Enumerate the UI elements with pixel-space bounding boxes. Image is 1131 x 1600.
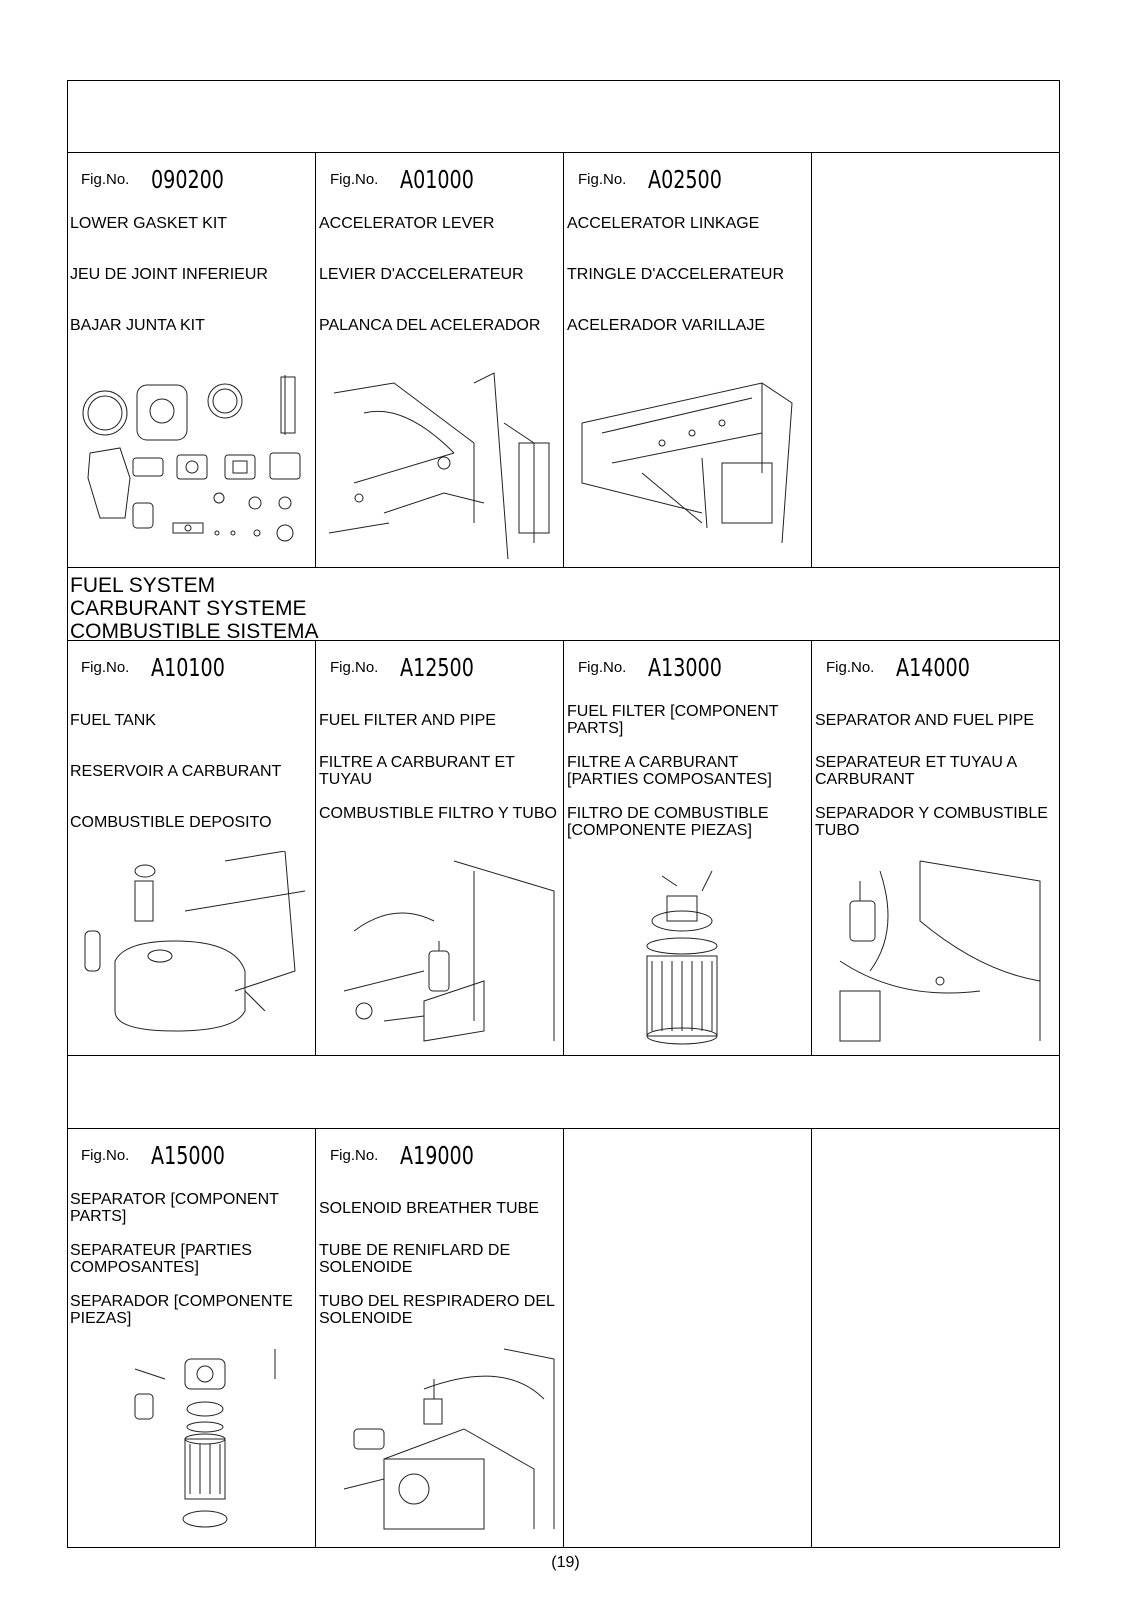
fig-number: A15000 (151, 1140, 226, 1170)
title-fr: JEU DE JOINT INFERIEUR (70, 266, 268, 283)
title-fr: TUBE DE RENIFLARD DE SOLENOIDE (319, 1242, 511, 1276)
title-es: FILTRO DE COMBUSTIBLE [COMPONENTE PIEZAS] (567, 805, 769, 839)
fig-number: A13000 (648, 652, 723, 682)
fig-number: A01000 (400, 164, 475, 194)
title-en: FUEL FILTER [COMPONENT PARTS] (567, 703, 779, 737)
figure-cell[interactable] (564, 153, 812, 567)
title-es: TUBO DEL RESPIRADERO DEL SOLENOIDE (319, 1293, 555, 1327)
fig-label: Fig.No. (330, 170, 379, 188)
figure-cell[interactable] (67, 1129, 315, 1543)
fig-label: Fig.No. (81, 170, 130, 188)
figure-cell[interactable] (67, 153, 315, 567)
section-title-es: COMBUSTIBLE SISTEMA (70, 620, 319, 643)
row-divider (67, 567, 1060, 568)
title-en: SOLENOID BREATHER TUBE (319, 1200, 539, 1217)
fig-label: Fig.No. (81, 1146, 130, 1164)
fig-label: Fig.No. (578, 658, 627, 676)
title-fr: FILTRE A CARBURANT ET TUYAU (319, 754, 515, 788)
section-title-fr: CARBURANT SYSTEME (70, 597, 307, 620)
figure-cell[interactable] (67, 641, 315, 1055)
accelerator-linkage-drawing (572, 363, 804, 559)
title-fr: RESERVOIR A CARBURANT (70, 763, 282, 780)
fig-label: Fig.No. (578, 170, 627, 188)
title-en: ACCELERATOR LINKAGE (567, 215, 760, 232)
title-fr: SEPARATEUR ET TUYAU A CARBURANT (815, 754, 1017, 788)
fig-number: 090200 (151, 164, 225, 194)
title-es: SEPARADOR Y COMBUSTIBLE TUBO (815, 805, 1048, 839)
title-en: FUEL TANK (70, 712, 156, 729)
title-fr: TRINGLE D'ACCELERATEUR (567, 266, 785, 283)
title-en: ACCELERATOR LEVER (319, 215, 495, 232)
accelerator-lever-drawing (324, 363, 556, 559)
column-divider (811, 1128, 812, 1548)
title-en: SEPARATOR AND FUEL PIPE (815, 712, 1035, 729)
fig-label: Fig.No. (826, 658, 875, 676)
section-title-en: FUEL SYSTEM (70, 574, 216, 597)
title-en: LOWER GASKET KIT (70, 215, 228, 232)
fig-label: Fig.No. (330, 658, 379, 676)
figure-cell[interactable] (316, 1129, 564, 1543)
fig-label: Fig.No. (330, 1146, 379, 1164)
figure-cell[interactable] (316, 153, 564, 567)
title-fr: LEVIER D'ACCELERATEUR (319, 266, 524, 283)
title-en: SEPARATOR [COMPONENT PARTS] (70, 1191, 279, 1225)
section-title (70, 574, 319, 643)
title-fr: SEPARATEUR [PARTIES COMPOSANTES] (70, 1242, 252, 1276)
fig-number: A12500 (400, 652, 475, 682)
title-es: COMBUSTIBLE DEPOSITO (70, 814, 272, 831)
separator-component-drawing (75, 1339, 307, 1535)
title-en: FUEL FILTER AND PIPE (319, 712, 496, 729)
fuel-filter-pipe-drawing (324, 851, 556, 1047)
fig-number: A14000 (896, 652, 971, 682)
figure-cell[interactable] (564, 641, 812, 1055)
title-es: BAJAR JUNTA KIT (70, 317, 205, 334)
page-number: (19) (551, 1554, 580, 1571)
gasket-kit-drawing (75, 363, 307, 559)
figure-cell[interactable] (812, 641, 1060, 1055)
title-es: COMBUSTIBLE FILTRO Y TUBO (319, 805, 557, 822)
separator-fuel-pipe-drawing (820, 851, 1052, 1047)
row-divider (67, 1055, 1060, 1056)
figure-cell[interactable] (316, 641, 564, 1055)
fuel-tank-drawing (75, 851, 307, 1047)
fig-number: A02500 (648, 164, 723, 194)
title-fr: FILTRE A CARBURANT [PARTIES COMPOSANTES] (567, 754, 772, 788)
title-es: PALANCA DEL ACELERADOR (319, 317, 541, 334)
fig-label: Fig.No. (81, 658, 130, 676)
fig-number: A19000 (400, 1140, 475, 1170)
title-es: SEPARADOR [COMPONENTE PIEZAS] (70, 1293, 293, 1327)
title-es: ACELERADOR VARILLAJE (567, 317, 765, 334)
fig-number: A10100 (151, 652, 226, 682)
fuel-filter-component-drawing (572, 851, 804, 1047)
solenoid-breather-drawing (324, 1339, 556, 1535)
